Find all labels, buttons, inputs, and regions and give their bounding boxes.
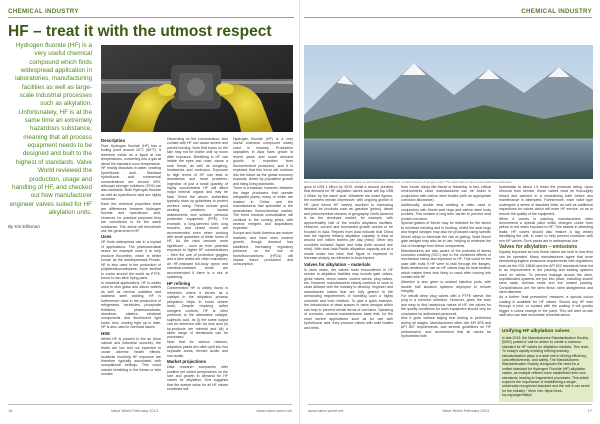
article-column-1: [101, 137, 161, 377]
col3-para-2: Europe and North America are mature markets, and have seen modest growth, though demand has stabilised. Increasing regulatory pressure on the use of hydrofluorocarbons (HFCs) will impact future production and consumption.: [233, 231, 293, 267]
article-column-4: [304, 185, 393, 330]
col3-para-0: Hydrogen fluoride (HF) is a very useful chemical compound widely used in industry. Production capacities in Asia have grown in recent years and some demand growth is expected from fluorochemical producers, and it is expected that this trend will continue into the future as the global economy expands, driven by population growth and rising living standards.: [233, 137, 293, 186]
col1-para-0: Pure Hydrogen fluoride (HF) has a boiling point around 20°C (68°F). It therefore exists as a liquid at low temperatures, converting into a gas at about the standard room temperature. HF readily dissolves in water, creating hydrofluoric acid. Standard hydrofluoric acid commercial concentrations are around 49%, although stronger solutions (70%) are also available. Both Hydrogen fluoride as well as hydrofluoric acid are highly corrosive.: [101, 143, 161, 202]
col1-para-1: Each the chemical properties there are differences between hydrogen fluoride and hydrofluoric acid. However, for practical purposes they are considered to be the same substance. This article will henceforth use the general term HF.: [101, 202, 161, 233]
col2-para-3: Data research companies offer positive yet varied perspectives on the size and growth in demand for HF valves for alkylation. One suggests that the market value for all HF valves combined will: [167, 365, 228, 392]
landscape-illustration: [304, 45, 593, 179]
gloved-hands-illustration: [101, 45, 293, 132]
col2-heading-1: HF refining: [167, 280, 191, 286]
website-link[interactable]: www.valve-world.net: [308, 408, 344, 413]
website-link[interactable]: www.valve-world.net: [256, 408, 292, 413]
footer-rule: [8, 404, 292, 405]
footer-rule: [308, 404, 592, 405]
col1-heading-0: Description: [101, 138, 126, 143]
col1-para-2: HF finds widespread use in a myriad of applications. The pharmaceutical sector for example uses it to help produce fluoxetine, which is better known as the antidepressant Prozac. HF is also used in the production of polytetrafluoroethylene, more familiar to cooks around the world as PTFE, found in non-stick frying pans.: [101, 240, 161, 280]
photo-caption: Did you know: the refineries are estimated to emit between 1 million to 2 million tonnes of all gas used. This table falls to the ground within one kilometre.: [304, 180, 513, 184]
mountain-lake-photo: [304, 45, 593, 179]
page-number: 16: [8, 408, 13, 413]
refinery-valve-photo: [101, 45, 293, 132]
top-rule: [8, 17, 294, 18]
col5-para-4: Attention is also given to sealant injection ports, with double ball isolation systems deployed to ensure integrity.: [401, 280, 491, 293]
col1-heading-4: HSE: [101, 330, 111, 336]
col5-para-6: And it goes without saying that testing is performed during all stages. Manufacturers often cite API 6FA and API 607 requirements, and several guidelines on HF performance, and recommend that all valves be hydrotested with: [401, 316, 491, 339]
section-label: CHEMICAL INDUSTRY: [8, 8, 79, 15]
col2-para-1: Concentrated HF is widely found in refineries, where it serves as a catalyst in the alkylation process (alkylation helps to boost octane level). Despite requiring rather stringent controls, HF is often preferred to the alternative catalyst, sulphuric acid, as (i) the same output can be achieved with far less acid (ii) by-products are minimal and (iii) a wider range of feedstocks can be processed.: [167, 286, 228, 340]
headline: HF – treat it with the utmost respect: [8, 23, 272, 40]
right-page: [300, 0, 600, 424]
col4-para-1: In facts make, the valves most encountered in HF service in alkylation facilities may include gate valves, globe valves, check valves, control valves, plug valves, etc. However, manufacturers clearly continue to work in close alliance with the industry to develop, engineer and manufacture valves that are fully geared to the demanding requirements of handling such a highly corrosive and toxic medium. To give a quick example, the introduction of dead spaces in valve designs which can help to prevent certain forms of corrosion. Speaking of corrosion, several manufacturers state that, for the most severe applications such as for use with hydrofluoric acid, they produce valves with solid bodies and trims.: [304, 267, 393, 330]
col5-para-2: Special grades of Monel may be selected for the stems to minimize bending and in binding, whilst the seat rings and forged wedges may also be produced using specific Monel alloys to eliminate the risk of galling. Solid Monel gate wedges may also be in use, helping to minimize the risk of breakage from these components.: [401, 221, 491, 248]
col1-heading-2: Uses: [101, 234, 112, 240]
col6-para-2: Equally important as how those valves are built is how they can be operated. Many manufacturers agree that more demanding fugitive emissions requirements with regulations such as the ISO 15848 and the API 622 standards have led to an improvement in the packing and sealing systems used on valves. To prevent leakage across the stem, sophisticated systems are put into place, including double stem seals, bellows seals and live loaded packing. Considerations are the stem finish, stem straightness and stem diameter.: [499, 250, 593, 295]
page-number: 17: [587, 408, 592, 413]
col5-para-5: For retrofit deep plug valves with a PTFE sleeve, the plug is a common selection. However, given the toxic and easy to find hazardous nature of HF, the valves for the quality conditions for such equipment should only be conducted by authorised personnel.: [401, 293, 491, 316]
top-rule: [304, 17, 592, 18]
col2-heading-3: Market projections: [167, 359, 207, 365]
col1-para-3: In industrial applications, HF is widely used to etch glass and silicon wafers as well as remove oxidation and stainless steel pickling. HF is furthermore used in the production of refrigerants, herbicides, phosphate fertilizers, pharmaceuticals, aluminum, plastics, electrical components and fluorescent light bulbs. And, coming right up to date, HF is also used in chemical lasers.: [101, 280, 161, 330]
col1-para-4: Whilst HF is present in the air (from natural and industrial sources), the levels are low and not expected to cause adverse health effects. Incidents involving HF exposure are therefore typically associated with occupational settings. This could include breathing in the fumes or skin contact.: [101, 336, 161, 377]
page-footer: [8, 408, 292, 413]
article-column-2: [167, 137, 228, 392]
col5-para-0: from 'exotic' alloys like Monel or Hastelloy. In fact, critical environments valve manufacturers can be found in conjunction with carbon steel bodies (with an appropriate corrosion allowance).: [401, 185, 491, 203]
col5-para-3: Manufacturers are also aware of the potential of stress corrosion cracking (SCC) due to the combined effects of mechanical stress and exposure to HF. This could be the case with bolts if HF were to leak through the flanges. Bolts destined for use on HF valves may be heat treated, which makes them less likely to crack after coming into contact with HF.: [401, 248, 491, 280]
sidebar-text: In late 2013, the Manufacturers Standardization Society (MSS) posted a 'call for action' to create a common standard for HF valves for alkylation markets. This read: "In today's rapidly evolving refining industry, standardization plays a crucial role in driving efficiency, cost-effectiveness, and safety. The Manufacturers Standardization Society recognizes the need for a unified standard for Hydrogen Fluoride (HF) alkylation valves, as multiple refiners have established their own standards, leading to fragmented processes. This article explores the importance of establishing a single, universally recognized standard and the role it can serve for the industry." More info: https://mss-hq.org/page/hfalkyl: [502, 335, 590, 398]
byline: By Kiri Ellisman: [8, 224, 40, 230]
article-column-5: [401, 185, 491, 339]
col3-para-1: There is a balance, however, between the large producers that operate integrated plants, many of which are located in China, and the manufacturers that specialise in the downstream fluorochemical market. The trend towards consolidation will continue in the coming years, with several mergers and acquisitions expected.: [233, 186, 293, 231]
intro-body: Hydrogen fluoride (HF) is a very useful chemical compound which finds widespread application in laboratories, manufacturing facilities as well as large-scale industrial processes such as alkylation. Unfortunately, HF is at the same time an extremely hazardous substance, meaning that all process equipment needs to be designed and built to the highest of standards. Valve World reviewed the production, usage and handling of HF, and checked out how manufacturer engineer valves suited for HF alkylation units.: [9, 42, 92, 216]
col5-para-1: Additionally, double seal welding is often used in conjunction with Monel seal rings and carbon steel body pockets. This creates a long term barrier to prevent seat pocket corrosion.: [401, 203, 491, 221]
info-sidebar-box: [499, 327, 593, 402]
col6-heading-2: Valves for alkylation – emissions: [499, 244, 578, 251]
col4-heading-1: Valves for alkylation – materials: [304, 261, 371, 267]
col6-para-0: hydrostatic to about 1.5 times the pressure rating. Upon removal from service, these valves must be thoroughly rinsed and washed in a neutralising bath before any maintenance is attempted. Furthermore, each valve type undergoes a series of standard tests, as well as additional inspections for valves which will enter HF service, so as to ensure the quality of the equipment.: [499, 185, 593, 216]
issue-label: Valve World February 2013: [110, 408, 158, 413]
article-column-3: [233, 137, 293, 267]
section-label: CHEMICAL INDUSTRY: [521, 8, 592, 15]
article-column-6: [499, 185, 593, 318]
page-footer: [308, 408, 592, 413]
col2-para-0: Depending on the concentration, skin contact with HF can cause severe and painful burning. Note that burns on the skin may not be visible until up hours after exposure. Breathing in HF can irritate the eyes and nose, cause a sore throat, as well as coughing, headaches and confusion. Exposure to high levels of HF can lead to drowsiness and heart problems. Ingestion of just a small quantity of highly concentrated HF will affect major internal organs and may be fatal. Given the above, authorities typically draw up guidelines to protect workers using. These include good working practices, hazard assessments and suitable personal protective equipment (PPE). For example, a long-sleeved shirt, long trousers, and closed shoes are recommended even when working with small quantities of dilute forms of HF. As the risks become more significant – such as from potential exposure to higher HF concentrations – then the use of protective goggles and a face shield are often mandatory. An HF-resistant full-body apron and chemical-resistant boots are recommended if there is a risk of splashing.: [167, 137, 228, 280]
col4-para-0: grow to US$ 4 billion by 2019, whilst a second predicts that demand for HF alkylation valves alone will top US$ 3 billion by the same year. Whatever the exact figures, the numbers remain impressive, with ongoing growth in HF (and hence HF valves) ascribed to increasing demand for products such as gasoline (petrol), diesel and petrochemical streams of geography. North America is far the dominant market, for example, with approximately half of the world's alkylation facilities. However, current and forecasted growth seems to be focused in Asia. Reports from Asia indicate that China had the highest refinery alkylation capacity in Asia at around one million barrels per day (mbd). Other key countries included Japan and India (both around one mbd). With total Asia-Pacific alkylation capacity put at a shade under two mbd, that figure is expected to increase sharply as refineries in Asia expand.: [304, 185, 393, 261]
issue-label: Valve World February 2013: [442, 408, 490, 413]
sidebar-title: Unifying HF alkylation valves: [502, 329, 570, 334]
col6-para-3: As a further 'leak prevention' measure, a special colour coating is available for HF valves. Should any HF leak through a joint, or contact with the coating it will quickly trigger a colour change in the paint. This will alert on-site staff who can take immediate remedial action.: [499, 295, 593, 317]
col2-para-2: Note that for various reasons, alkylation plants are often split into two separate areas, termed acidic and non-acidic.: [167, 340, 228, 358]
intro-text: [8, 42, 92, 232]
col6-para-1: When it comes to painting, manufacturers often recommend a special paint which changes colour from yellow to red when exposed to HF. This assists in detecting leaks. HF valves should also feature a tag clearly identifying the unit, in order to help prevent confusion with non HF valves. Such paints are in widespread use.: [499, 216, 593, 243]
